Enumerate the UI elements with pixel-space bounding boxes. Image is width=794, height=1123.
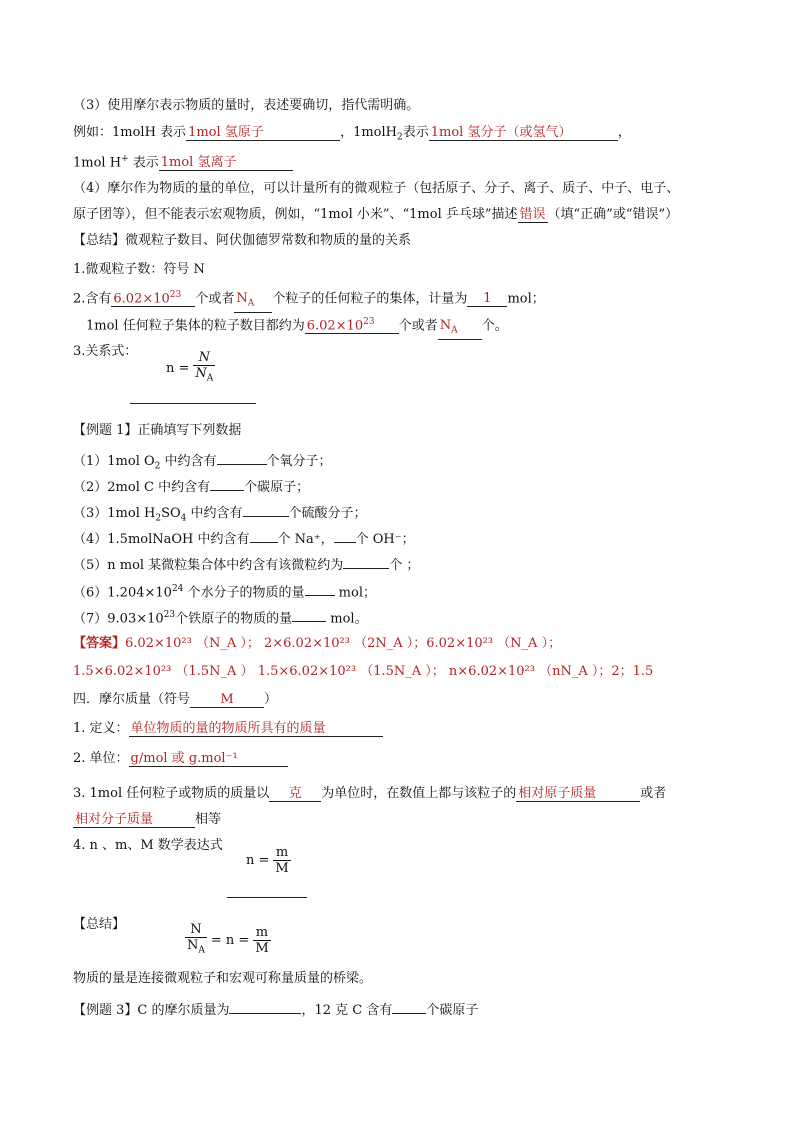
fill-blank[interactable] [292,608,326,622]
answer-blank: 1mol 氢原子 [186,125,340,141]
answer-label: 【答案】 [73,636,126,651]
example3: 【例题 3】C 的摩尔质量为 ，12 克 C 含有 个碳原子 [73,1000,478,1019]
formula-rule [227,897,307,898]
molar-s4: 4. n 、m、M 数学表达式 [73,838,223,853]
summary-item1: 1.微观粒子数：符号 N [73,262,205,277]
fill-blank[interactable] [229,1000,301,1014]
answer-blank: 1mol 氢离子 [159,155,293,171]
formula-rule [130,403,256,404]
answer-line2: 1.5×6.02×10²³ （1.5N_A ） 1.5×6.02×10²³ （1.5N_A ）； n×6.02×10²³ （nN_A ）；2；1.5 [73,664,654,679]
example1-q2: （2）2mol C 中约含有 个碳原子； [73,477,309,496]
p4-line1: （4）摩尔作为物质的量的单位，可以计量所有的微观粒子（包括原子、分子、离子、质子、中子、电子、 [73,181,680,196]
fill-blank[interactable] [334,529,356,543]
answer-line1: 【答案】6.02×10²³ （N_A ）； 2×6.02×10²³ （2N_A ）；6.02×10²³ （N_A ）； [73,636,562,651]
example1-q3: （3）1mol $H_2SO_4$ 中约含有 个硫酸分子； [73,503,367,527]
fill-blank[interactable] [210,477,244,491]
formula-n-m-M: n = $\frac{m}{M}$ [246,845,289,876]
answer-blank: 相对分子质量 [73,812,195,828]
example1-q6: $(6)1.204\times 10^{24}$ 个水分子的物质的量 mol； [73,584,376,601]
answer-blank: M [190,692,264,708]
answer-blank: $N_A$ [234,291,272,313]
answer-blank: $N_A$ [438,318,482,340]
fill-blank[interactable] [305,582,335,596]
formula-summary: $\frac{N}{N_A}$ = n = $\frac{m}{M}$ [185,922,271,959]
answer-blank: $6.02\times 10^{23}$ [111,288,195,307]
fill-blank[interactable] [343,555,389,569]
answer-blank: 相对原子质量 [516,786,640,802]
answer-blank: 1mol 氢分子（或氢气） [429,125,618,141]
molar-s3b: 相对分子质量 相等 [75,812,222,827]
p3-line3: 1mol H+ 表示 1mol 氢离子 [73,151,293,171]
answer-blank: 单位物质的量的物质所具有的质量 [129,721,383,737]
answer-blank: 1 [467,291,507,307]
p4-line2: 原子团等），但不能表示宏观物质，例如，“1mol 小米”、“1mol 乒乓球”描述 错误 （填“正确”或“错误”） [73,207,679,222]
molar-s3: 3. 1mol 任何粒子或物质的质量以 克 为单位时，在数值上都与该粒子的 相对原子质量 或者 [73,786,667,801]
answer-blank: 错误 [519,207,546,222]
summary-item2b: 1mol 任何粒子集体的粒子数目都约为 $6.02\times 10^{23}$ 个或者 $N_A$ 个。 [86,315,508,340]
molar-title: 四．摩尔质量（符号 M ） [73,692,278,707]
p3-line1: （3）使用摩尔表示物质的量时，表述要确切，指代需明确。 [73,98,420,113]
p3-example-line: 例如：1molH 表示 1mol 氢原子 ，1molH$_2$表示 1mol 氢分子（或氢气） ， [73,125,631,143]
fill-blank[interactable] [243,503,289,517]
answer-blank: $6.02\times 10^{23}$ [305,315,399,334]
example1-q4: （4）1.5molNaOH 中约含有 个 Na⁺， 个 OH⁻； [73,529,415,548]
summary-item2: 2.含有 $6.02\times 10^{23}$ 个或者 $N_A$ 个粒子的任何粒子的集体，计量为 1 mol； [73,288,545,313]
fill-blank[interactable] [250,529,278,543]
molar-definition: 1. 定义： 单位物质的量的物质所具有的质量 [73,721,383,737]
summary2-label: 【总结】 [73,917,126,932]
fill-blank[interactable] [217,451,267,465]
example1-title: 【例题 1】正确填写下列数据 [73,423,242,438]
example1-q1: （1）1mol $O_2$ 中约含有 个氧分子； [73,451,332,475]
fill-blank[interactable] [392,1000,426,1014]
summary-item3: 3.关系式： [73,344,138,359]
molar-unit: 2. 单位： g/mol 或 g.mol⁻¹ [73,751,288,767]
formula-n-N-NA: n = $\frac{N}{N_A}$ [166,350,215,387]
summary-title: 【总结】微观粒子数目、阿伏伽德罗常数和物质的量的关系 [73,233,412,248]
example1-q5: （5）n mol 某微粒集合体中约含有该微粒约为 个 ； [73,555,419,574]
summary2-bridge: 物质的量是连接微观粒子和宏观可称量质量的桥梁。 [73,971,373,986]
answer-blank: g/mol 或 g.mol⁻¹ [129,751,288,767]
answer-blank: 克 [269,786,321,802]
example1-q7: $(7)9.03\times 10^{23}$个铁原子的物质的量 mol。 [73,610,368,627]
